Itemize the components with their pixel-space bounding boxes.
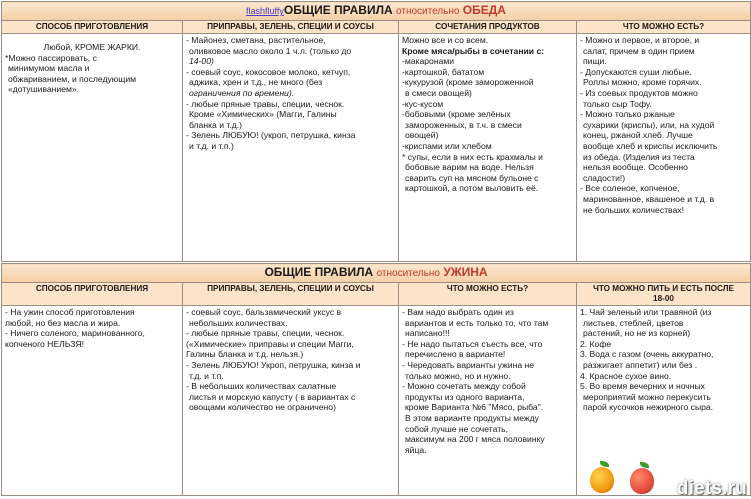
text-line: - Из соевых продуктов можно bbox=[580, 87, 698, 98]
text-line: яйца. bbox=[405, 444, 427, 455]
text-line: написано!!! bbox=[405, 328, 450, 339]
text-line: - Зелень ЛЮБУЮ! Укроп, петрушка, кинза и bbox=[186, 359, 361, 370]
text-line: Кроме мяса/рыбы в сочетании с: bbox=[402, 45, 545, 56]
text-line: растений, но не из корней) bbox=[583, 328, 691, 339]
text-line: Роллы можно, кроме горячих. bbox=[583, 77, 702, 88]
text-line: любой, но без масла и жира. bbox=[5, 317, 121, 328]
text-line: -кус-кусом bbox=[402, 98, 444, 109]
dinner-method-cell bbox=[2, 306, 183, 496]
lunch-header-combinations: СОЧЕТАНИЯ ПРОДУКТОВ bbox=[399, 21, 577, 34]
lunch-allowed-cell bbox=[577, 34, 751, 262]
text-line: - Можно сочетать между собой bbox=[402, 381, 526, 392]
text-line: кроме Варианта №6 "Мясо, рыба". bbox=[405, 402, 544, 413]
text-line: - Майонез, сметана, растительное, bbox=[186, 35, 326, 45]
text-line: - Не надо пытаться съесть все, что bbox=[402, 338, 543, 349]
logo-text: diets.ru bbox=[676, 478, 747, 499]
text-line: - соевый соус, бальзамический уксус в bbox=[186, 307, 342, 317]
text-line: - В небольших количествах салатные bbox=[186, 381, 337, 392]
text-line: - Допускаются суши любые. bbox=[580, 66, 692, 77]
lunch-table bbox=[1, 1, 751, 262]
text-line: - Вам надо выбрать один из bbox=[402, 307, 514, 317]
text-line: перечислено в варианте! bbox=[405, 349, 506, 360]
lunch-combinations-cell bbox=[399, 34, 577, 262]
text-line: парой кусочков нежирного сыра. bbox=[583, 402, 714, 413]
apple-icon bbox=[630, 468, 654, 494]
text-line: В этом варианте продукты между bbox=[405, 412, 539, 423]
text-line: 2. Кофе bbox=[580, 338, 612, 349]
text-line: бобовые варим на воде. Нельзя bbox=[405, 162, 534, 173]
text-line: - соевый соус, кокосовое молоко, кетчуп, bbox=[186, 66, 351, 77]
text-line: и т.д. и т.п.) bbox=[189, 140, 234, 151]
text-line: продукты из одного варианта, bbox=[405, 391, 525, 402]
text-line: Можно все и со всем. bbox=[402, 35, 489, 45]
text-line: собой лучше не сочетать, bbox=[405, 423, 509, 434]
text-line: -криспами или хлебом bbox=[402, 140, 492, 151]
text-line: разжигает аппетит) или без . bbox=[583, 359, 698, 370]
dinner-header-method: СПОСОБ ПРИГОТОВЛЕНИЯ bbox=[2, 283, 183, 306]
text-line: -макаронами bbox=[402, 56, 455, 67]
text-line: 4. Красное сухое вино. bbox=[580, 370, 672, 381]
text-line: сладости!) bbox=[583, 172, 626, 183]
brand-link[interactable]: flashfluffy bbox=[246, 6, 284, 16]
text-line: оливковое масло около 1 ч.л. (только до bbox=[189, 45, 352, 56]
text-line: -бобовыми (кроме зелёных bbox=[402, 109, 511, 120]
text-line: нельзя вообще. Особенно bbox=[583, 162, 688, 173]
text-line: - На ужин способ приготовления bbox=[5, 307, 135, 317]
text-line: небольших количествах. bbox=[189, 317, 288, 328]
text-line: -кукурузой (кроме замороженной bbox=[402, 77, 534, 88]
lunch-title bbox=[2, 2, 751, 21]
text-line: Любой, КРОМЕ ЖАРКИ. bbox=[43, 42, 141, 52]
text-line: - Все соленое, копченое, bbox=[580, 183, 680, 194]
dinner-header-after-18 bbox=[577, 283, 751, 306]
diets-logo bbox=[582, 455, 747, 497]
dinner-header-seasonings: ПРИПРАВЫ, ЗЕЛЕНЬ, СПЕЦИИ И СОУСЫ bbox=[183, 283, 399, 306]
text-line: конец, ржаной хлеб. Лучше bbox=[583, 130, 693, 141]
text-line: - Можно и первое, и второе, и bbox=[580, 35, 700, 45]
dinner-title-prefix: ОБЩИЕ ПРАВИЛА bbox=[264, 265, 374, 279]
text-line: Галины бланка и т.д. нельзя.) bbox=[186, 349, 304, 360]
text-line: из обеда. (Изделия из теста bbox=[583, 151, 695, 162]
dinner-header-allowed: ЧТО МОЖНО ЕСТЬ? bbox=[399, 283, 577, 306]
dinner-seasonings-cell bbox=[183, 306, 399, 496]
text-line: - Зелень ЛЮБУЮ! (укроп, петрушка, кинза bbox=[186, 130, 356, 141]
text-line: мероприятий можно перекусить bbox=[583, 391, 711, 402]
text-line: - любые пряные травы, специи, чеснок. bbox=[186, 328, 345, 339]
text-line: пищи. bbox=[583, 56, 607, 67]
text-line: вообще хлеб и криспы исключить bbox=[583, 140, 718, 151]
header-line: ЧТО МОЖНО ПИТЬ И ЕСТЬ ПОСЛЕ bbox=[593, 284, 734, 293]
text-line: копченого НЕЛЬЗЯ! bbox=[5, 338, 84, 349]
lunch-title-prefix: ОБЩИЕ ПРАВИЛА bbox=[283, 3, 393, 17]
text-line: минимумом масла и bbox=[8, 63, 90, 74]
text-line: маринованное, квашеное и т.д. в bbox=[583, 193, 715, 204]
lunch-header-method: СПОСОБ ПРИГОТОВЛЕНИЯ bbox=[2, 21, 183, 34]
text-line: 1. Чай зеленый или травяной (из bbox=[580, 307, 712, 317]
lunch-header-allowed: ЧТО МОЖНО ЕСТЬ? bbox=[577, 21, 751, 34]
text-line: обжариванием, и последующим bbox=[8, 73, 137, 84]
text-line: бланка и т.д.) bbox=[189, 119, 243, 130]
text-line: - любые пряные травы, специи, чеснок. bbox=[186, 98, 345, 109]
text-line: - Ничего соленого, маринованного, bbox=[5, 328, 145, 339]
text-line: только можно, но и нужно. bbox=[405, 370, 511, 381]
text-line: овощей) bbox=[405, 130, 439, 141]
text-line: только сыр Тофу. bbox=[583, 98, 652, 109]
text-line: -картошкой, бататом bbox=[402, 66, 485, 77]
text-line: 3. Вода с газом (очень аккуратно, bbox=[580, 349, 714, 360]
text-line: ограничения по времени). bbox=[189, 87, 295, 98]
text-line: не больших количествах! bbox=[583, 204, 684, 215]
lunch-title-rel: относительно bbox=[396, 6, 460, 17]
lunch-header-seasonings: ПРИПРАВЫ, ЗЕЛЕНЬ, СПЕЦИИ И СОУСЫ bbox=[183, 21, 399, 34]
apple-icon bbox=[590, 467, 614, 493]
header-line: 18-00 bbox=[653, 294, 674, 303]
text-line: 14-00) bbox=[189, 56, 214, 67]
text-line: т.д. и т.п. bbox=[189, 370, 224, 381]
text-line: сварить суп на мясном бульоне с bbox=[405, 172, 539, 183]
text-line: листья и морскую капусту ( в вариантах с bbox=[189, 391, 356, 402]
text-line: вариантов и есть только то, что там bbox=[405, 317, 549, 328]
text-line: картошкой, а потом выловить её. bbox=[405, 183, 539, 194]
text-line: - Можно только ржаные bbox=[580, 109, 675, 120]
text-line: аджика, хрен и т.д., не много (без bbox=[189, 77, 323, 88]
dinner-allowed-cell bbox=[399, 306, 577, 496]
lunch-seasonings-cell bbox=[183, 34, 399, 262]
text-line: максимум на 200 г мяса половинку bbox=[405, 434, 545, 445]
lunch-title-meal: ОБЕДА bbox=[462, 3, 506, 17]
text-line: Кроме «Химических» (Магги, Галины bbox=[189, 109, 337, 120]
text-line: «дотушиванием». bbox=[8, 84, 80, 95]
text-line: замороженных, в т.ч. в смеси bbox=[405, 119, 522, 130]
dinner-title bbox=[2, 264, 751, 283]
text-line: *Можно пассировать, с bbox=[5, 52, 97, 63]
lunch-method-cell bbox=[2, 34, 183, 262]
text-line: («Химические» приправы и специи Магги, bbox=[186, 338, 354, 349]
text-line: сухарики (криспы), или, на худой bbox=[583, 119, 715, 130]
text-line: овощами количество не ограничено) bbox=[189, 402, 336, 413]
text-line: - Чередовать варианты ужина не bbox=[402, 359, 535, 370]
dinner-title-meal: УЖИНА bbox=[443, 265, 488, 279]
text-line: в смеси овощей) bbox=[405, 87, 472, 98]
text-line: 5. Во время вечерних и ночных bbox=[580, 381, 705, 392]
text-line: салат, причем в один прием bbox=[583, 45, 695, 56]
dinner-title-rel: относительно bbox=[376, 268, 440, 279]
text-line: листьев, стеблей, цветов bbox=[583, 317, 684, 328]
text-line: * супы, если в них есть крахмалы и bbox=[402, 151, 543, 162]
